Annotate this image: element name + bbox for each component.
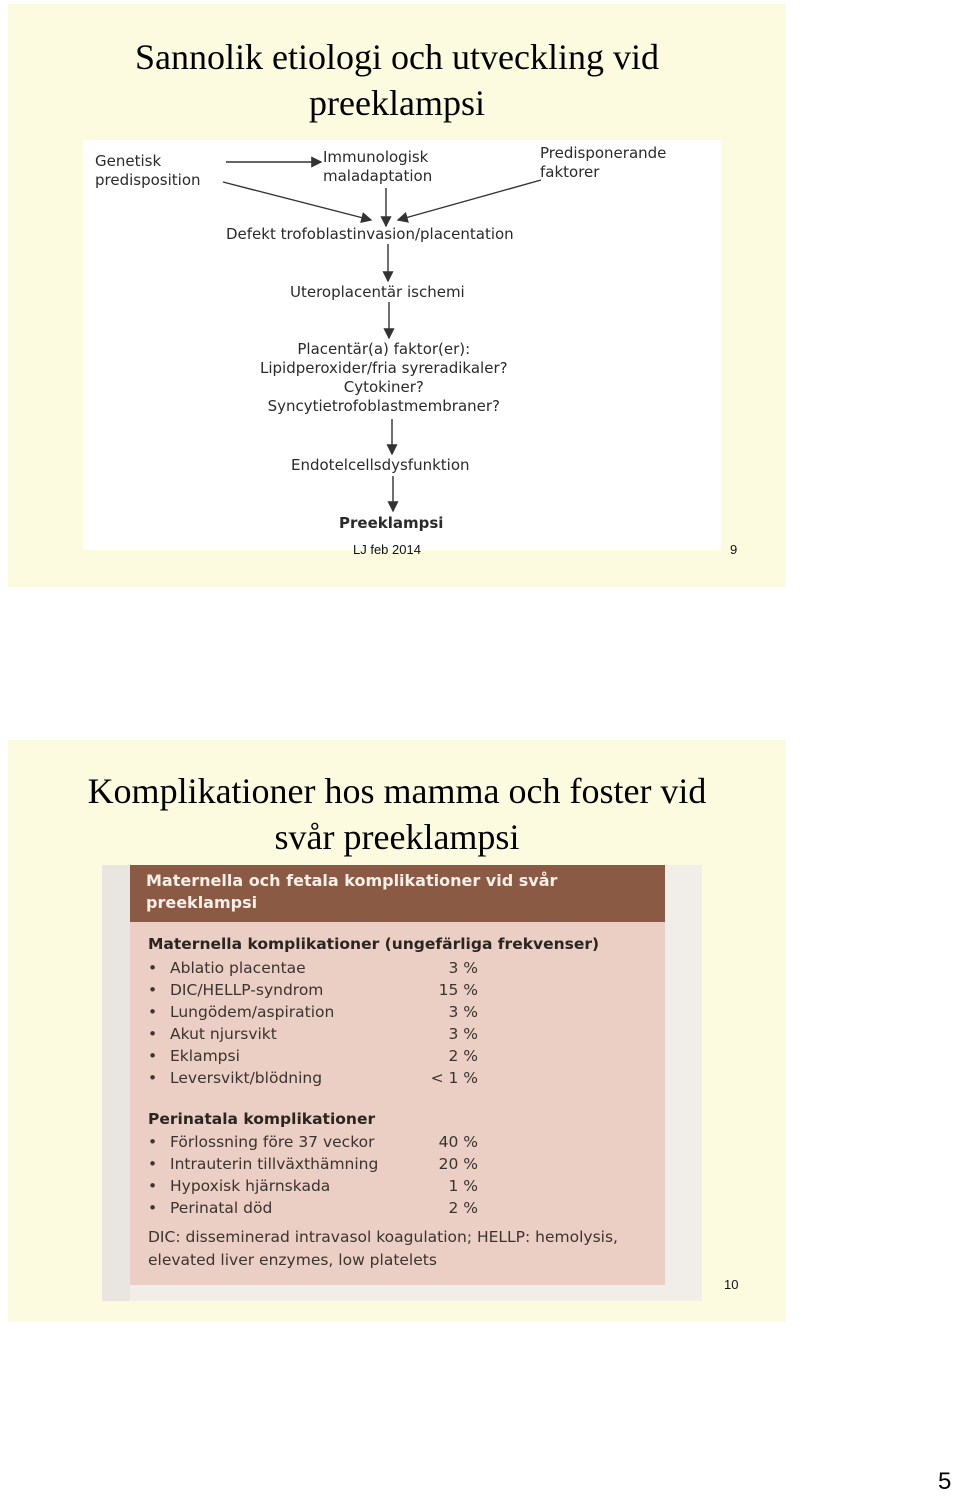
- predis-line-1: Predisponerande: [540, 144, 667, 162]
- title-line-2: svår preeklampsi: [274, 817, 520, 857]
- bullet: •: [148, 981, 158, 999]
- list-item: [148, 959, 478, 981]
- arrow-predis-to-defect: [398, 180, 541, 220]
- list-item: [148, 1133, 478, 1155]
- etiology-flow-diagram: [83, 140, 721, 550]
- bullet: •: [148, 1177, 158, 1195]
- placental-line-3: Cytokiner?: [343, 378, 424, 396]
- item-value: 3 %: [448, 1003, 478, 1021]
- bullet: •: [148, 1025, 158, 1043]
- note-line-2: elevated liver enzymes, low platelets: [148, 1251, 437, 1269]
- item-value: 40 %: [438, 1133, 478, 1151]
- predis-line-2: faktorer: [540, 163, 600, 181]
- item-label: Intrauterin tillväxthämning: [170, 1155, 379, 1173]
- node-genetic-predisposition: [95, 152, 201, 190]
- placental-line-1: Placentär(a) faktor(er):: [297, 340, 471, 358]
- item-label: Akut njursvikt: [170, 1025, 277, 1043]
- slide-number: 9: [730, 542, 738, 557]
- list-item: [148, 1047, 478, 1069]
- slide-title: [8, 34, 786, 126]
- list-item: [148, 1025, 478, 1047]
- box-header-line-2: preeklampsi: [146, 893, 258, 912]
- node-placental-factors: [260, 340, 508, 416]
- node-defective-trophoblast-invasion: Defekt trofoblastinvasion/placentation: [226, 225, 514, 243]
- item-label: Eklampsi: [170, 1047, 240, 1065]
- genetic-line-1: Genetisk: [95, 152, 162, 170]
- node-endothelial-dysfunction: Endotelcellsdysfunktion: [291, 456, 470, 474]
- item-value: 2 %: [448, 1199, 478, 1217]
- maternal-heading: Maternella komplikationer (ungefärliga frekvenser): [148, 935, 600, 953]
- title-line-2: preeklampsi: [309, 83, 485, 123]
- item-label: DIC/HELLP-syndrom: [170, 981, 324, 999]
- page-edge: [102, 865, 130, 1301]
- bullet: •: [148, 1155, 158, 1173]
- item-label: Ablatio placentae: [170, 959, 306, 977]
- immuno-line-2: maladaptation: [323, 167, 433, 185]
- bullet: •: [148, 1003, 158, 1021]
- note-line-1: DIC: disseminerad intravasol koagulation; HELLP: hemolysis,: [148, 1228, 618, 1246]
- item-value: 3 %: [448, 959, 478, 977]
- placental-line-4: Syncytietrofoblastmembraner?: [267, 397, 500, 415]
- slide-etiology: [8, 4, 786, 587]
- arrow-genetic-to-defect: [223, 182, 371, 220]
- box-header-text: [146, 870, 646, 914]
- bullet: •: [148, 1069, 158, 1087]
- bullet: •: [148, 959, 158, 977]
- slide-title: [8, 768, 786, 860]
- item-value: 20 %: [438, 1155, 478, 1173]
- node-preeclampsia: Preeklampsi: [339, 514, 444, 532]
- bullet: •: [148, 1199, 158, 1217]
- item-label: Leversvikt/blödning: [170, 1069, 323, 1087]
- item-value: 2 %: [448, 1047, 478, 1065]
- item-value: < 1 %: [430, 1069, 478, 1087]
- bullet: •: [148, 1047, 158, 1065]
- list-item: [148, 1155, 478, 1177]
- immuno-line-1: Immunologisk: [323, 148, 429, 166]
- slide-number: 10: [724, 1277, 739, 1292]
- complications-table-image: [102, 865, 702, 1301]
- node-predisposing-factors: [540, 144, 666, 182]
- item-label: Förlossning före 37 veckor: [170, 1133, 375, 1151]
- list-item: [148, 1199, 478, 1221]
- item-label: Lungödem/aspiration: [170, 1003, 335, 1021]
- list-item: [148, 1003, 478, 1025]
- genetic-line-2: predisposition: [95, 171, 201, 189]
- complications-box: [130, 865, 665, 1285]
- title-line-1: Komplikationer hos mamma och foster vid: [87, 771, 707, 811]
- list-item: [148, 1177, 478, 1199]
- box-header: [130, 865, 665, 922]
- node-immunological-maladaptation: [323, 148, 432, 186]
- list-item: [148, 981, 478, 1003]
- item-label: Hypoxisk hjärnskada: [170, 1177, 331, 1195]
- page-number: 5: [938, 1468, 952, 1495]
- slide-complications: [8, 740, 786, 1322]
- item-value: 15 %: [438, 981, 478, 999]
- slide-footer-author-date: LJ feb 2014: [353, 542, 421, 557]
- item-label: Perinatal död: [170, 1199, 273, 1217]
- perinatal-heading: Perinatala komplikationer: [148, 1110, 376, 1128]
- item-value: 3 %: [448, 1025, 478, 1043]
- title-line-1: Sannolik etiologi och utveckling vid: [135, 37, 659, 77]
- bullet: •: [148, 1133, 158, 1151]
- list-item: [148, 1069, 478, 1091]
- placental-line-2: Lipidperoxider/fria syreradikaler?: [260, 359, 508, 377]
- box-header-line-1: Maternella och fetala komplikationer vid svår: [146, 871, 558, 890]
- item-value: 1 %: [448, 1177, 478, 1195]
- abbreviations-note: [148, 1226, 668, 1272]
- node-uteroplacental-ischemia: Uteroplacentär ischemi: [290, 283, 465, 301]
